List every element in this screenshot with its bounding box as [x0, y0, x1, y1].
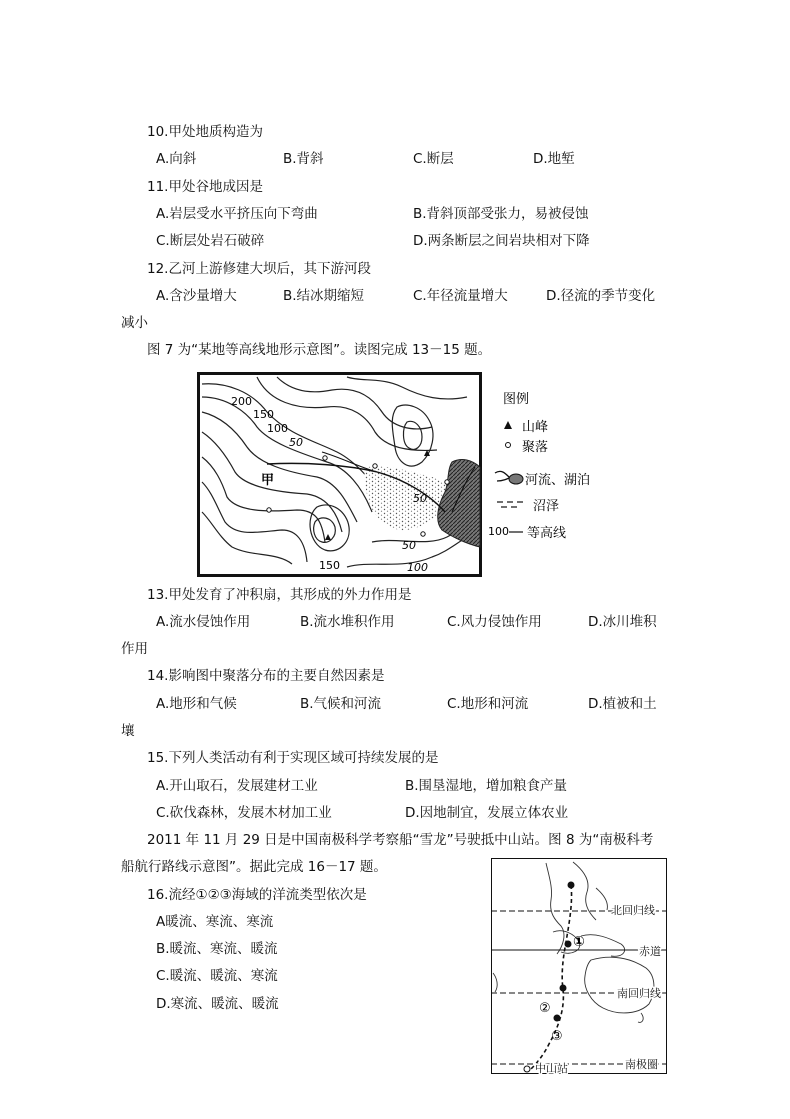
- contour-label-50-marsh: 50: [413, 492, 427, 505]
- peak-icon: [504, 421, 512, 429]
- q10-option-d: D.地堑: [533, 151, 575, 167]
- legend-peak: 山峰: [522, 420, 549, 435]
- question-16-stem: 16.流经①②③海域的洋流类型依次是: [147, 887, 367, 903]
- q14-option-d: D.植被和土: [588, 696, 657, 712]
- q13-option-d: D.冰川堆积: [588, 614, 657, 630]
- zhongshan-station-marker: [524, 1066, 530, 1072]
- q11-option-c: C.断层处岩石破碎: [156, 233, 265, 249]
- q16-option-a: A暖流、寒流、寒流: [156, 914, 274, 930]
- q13-option-a: A.流水侵蚀作用: [156, 614, 251, 630]
- q10-option-c: C.断层: [413, 151, 454, 167]
- q15-option-c: C.砍伐森林，发展木材加工业: [156, 805, 332, 821]
- question-14-stem: 14.影响图中聚落分布的主要自然因素是: [147, 668, 385, 684]
- river-lake-icon: [495, 471, 523, 484]
- q15-option-b: B.围垦湿地，增加粮食产量: [405, 778, 568, 794]
- tropic-of-cancer-label: 北回归线: [611, 904, 655, 917]
- contour-label-100-bottom: 100: [407, 561, 428, 574]
- q12-option-c: C.年径流量增大: [413, 288, 508, 304]
- contour-label-100-top: 100: [267, 422, 288, 435]
- marker-2: ②: [539, 1001, 551, 1016]
- q13-option-d-wrap: 作用: [121, 641, 148, 657]
- figure-8-intro-line1: 2011 年 11 月 29 日是中国南极科学考察船“雪龙”号驶抵中山站。图 8 为“南极科考: [147, 832, 654, 848]
- q16-option-b: B.暖流、寒流、暖流: [156, 941, 278, 957]
- marsh-icon: [497, 502, 523, 507]
- question-15-stem: 15.下列人类活动有利于实现区域可持续发展的是: [147, 750, 439, 766]
- q12-option-b: B.结冰期缩短: [283, 288, 365, 304]
- q13-option-c: C.风力侵蚀作用: [447, 614, 542, 630]
- legend-settlement: 聚落: [522, 440, 549, 455]
- place-label-jia: 甲: [261, 473, 275, 488]
- legend-contour: 等高线: [527, 526, 567, 541]
- q12-option-d: D.径流的季节变化: [546, 288, 656, 304]
- q15-option-d: D.因地制宜，发展立体农业: [405, 805, 569, 821]
- equator-label: 赤道: [639, 945, 661, 958]
- figure-7-intro: 图 7 为“某地等高线地形示意图”。读图完成 13－15 题。: [147, 342, 492, 358]
- question-11-stem: 11.甲处谷地成因是: [147, 179, 263, 195]
- question-13-stem: 13.甲处发育了冲积扇，其形成的外力作用是: [147, 587, 412, 603]
- q14-option-d-wrap: 壤: [121, 723, 135, 739]
- marker-3: ③: [551, 1029, 563, 1044]
- figure-7-contour-map: [197, 372, 482, 577]
- legend-river-lake: 河流、湖泊: [525, 473, 591, 488]
- q10-option-a: A.向斜: [156, 151, 197, 167]
- q11-option-b: B.背斜顶部受张力，易被侵蚀: [413, 206, 589, 222]
- q10-option-b: B.背斜: [283, 151, 324, 167]
- q15-option-a: A.开山取石，发展建材工业: [156, 778, 318, 794]
- contour-label-200: 200: [231, 395, 252, 408]
- q12-option-d-wrap: 减小: [121, 315, 148, 331]
- figure-8-route-map: [491, 858, 667, 1074]
- figure-7-legend: [485, 385, 610, 545]
- antarctic-circle-label: 南极圈: [625, 1058, 658, 1071]
- marker-1: ①: [573, 934, 585, 950]
- legend-contour-sample: 100: [488, 525, 509, 538]
- contour-label-150-bottom: 150: [319, 559, 340, 572]
- q16-option-c: C.暖流、暖流、寒流: [156, 968, 278, 984]
- contour-label-150-top: 150: [253, 408, 274, 421]
- q11-option-a: A.岩层受水平挤压向下弯曲: [156, 206, 318, 222]
- q11-option-d: D.两条断层之间岩块相对下降: [413, 233, 590, 249]
- q13-option-b: B.流水堆积作用: [300, 614, 395, 630]
- q16-option-d: D.寒流、暖流、暖流: [156, 996, 279, 1012]
- contour-label-50-bottom: 50: [402, 539, 416, 552]
- settlement-icon: [506, 443, 511, 448]
- departure-point: [568, 882, 575, 889]
- zhongshan-station-label: 中山站: [535, 1062, 568, 1074]
- q14-option-b: B.气候和河流: [300, 696, 382, 712]
- legend-title: 图例: [503, 392, 530, 407]
- tropic-of-capricorn-label: 南回归线: [617, 987, 661, 1000]
- figure-8-intro-line2: 船航行路线示意图”。据此完成 16－17 题。: [121, 859, 387, 875]
- q14-option-a: A.地形和气候: [156, 696, 237, 712]
- q14-option-c: C.地形和河流: [447, 696, 529, 712]
- legend-marsh: 沼泽: [533, 499, 560, 514]
- question-12-stem: 12.乙河上游修建大坝后，其下游河段: [147, 261, 371, 277]
- contour-label-50-top: 50: [289, 436, 303, 449]
- question-10-stem: 10.甲处地质构造为: [147, 124, 263, 140]
- q12-option-a: A.含沙量增大: [156, 288, 237, 304]
